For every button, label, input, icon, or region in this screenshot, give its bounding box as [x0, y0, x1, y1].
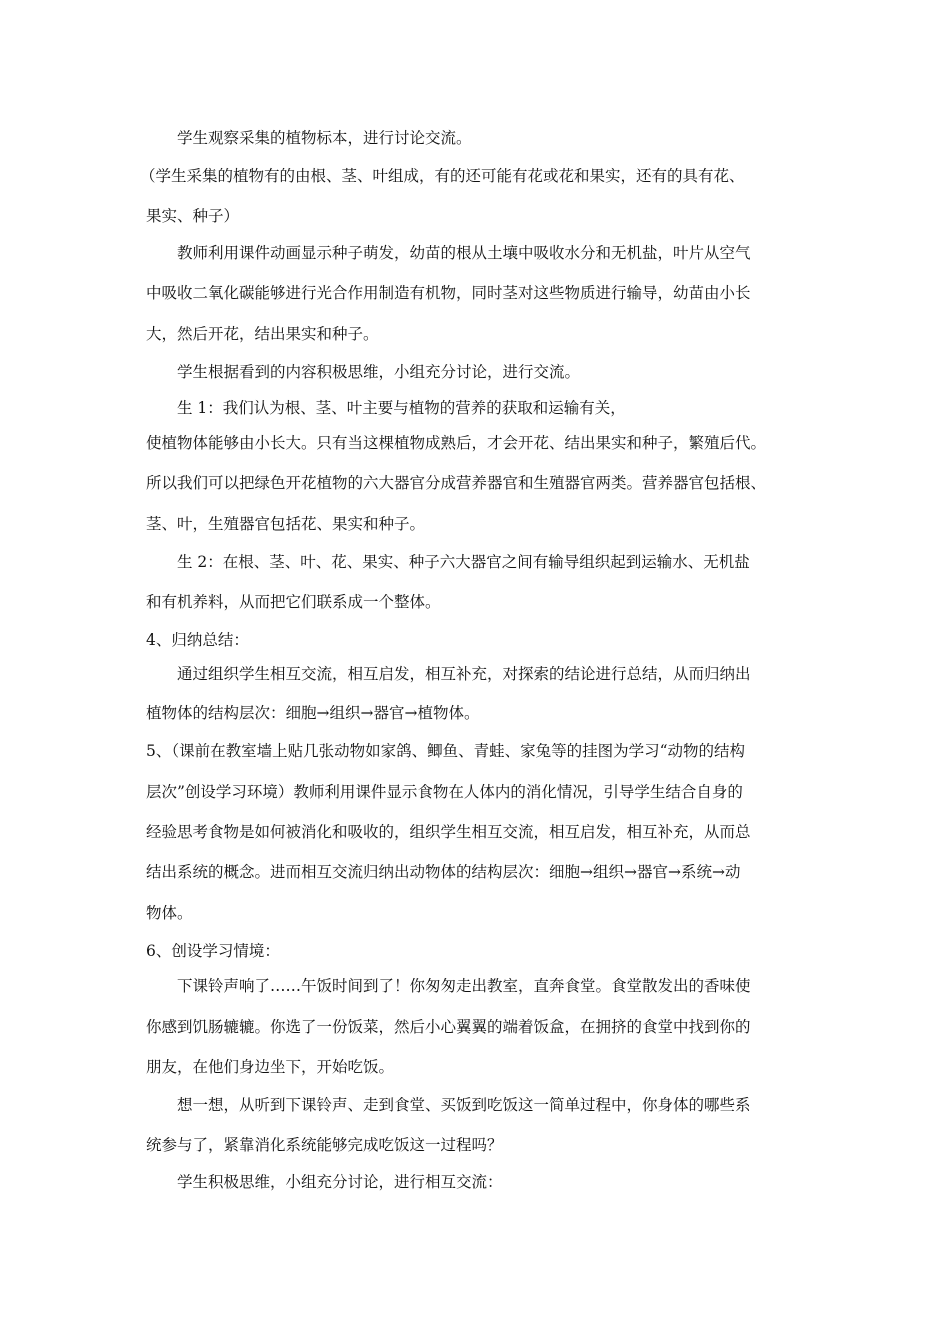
paragraph-line: 统参与了，紧靠消化系统能够完成吃饭这一过程吗？: [146, 1136, 503, 1154]
paragraph-line: 想一想，从听到下课铃声、走到食堂、买饭到吃饭这一简单过程中，你身体的哪些系: [177, 1096, 751, 1114]
paragraph-line: 果实、种子）: [146, 207, 240, 225]
paragraph-line: 5、（课前在教室墙上贴几张动物如家鸽、鲫鱼、青蛙、家兔等的挂图为学习“动物的结构: [146, 742, 746, 760]
paragraph-line: 使植物体能够由小长大。只有当这棵植物成熟后，才会开花、结出果实和种子，繁殖后代。: [146, 434, 767, 452]
paragraph-line: 下课铃声响了……午饭时间到了！你匆匆走出教室，直奔食堂。食堂散发出的香味使: [177, 977, 751, 995]
paragraph-line: 经验思考食物是如何被消化和吸收的，组织学生相互交流，相互启发，相互补充，从而总: [146, 823, 751, 841]
paragraph-line: 生 2：在根、茎、叶、花、果实、种子六大器官之间有输导组织起到运输水、无机盐: [177, 553, 750, 571]
paragraph-line: 你感到饥肠辘辘。你选了一份饭菜，然后小心翼翼的端着饭盒，在拥挤的食堂中找到你的: [146, 1018, 751, 1036]
section-heading: 6、创设学习情境：: [146, 942, 280, 960]
paragraph-line: 生 1：我们认为根、茎、叶主要与植物的营养的获取和运输有关，: [177, 399, 626, 417]
paragraph-line: 层次”创设学习环境）教师利用课件显示食物在人体内的消化情况，引导学生结合自身的: [146, 783, 743, 801]
paragraph-line: 植物体的结构层次：细胞→组织→器官→植物体。: [146, 704, 480, 722]
paragraph-line: 茎、叶，生殖器官包括花、果实和种子。: [146, 515, 426, 533]
paragraph-line: 通过组织学生相互交流，相互启发，相互补充，对探索的结论进行总结，从而归纳出: [177, 665, 751, 683]
section-heading: 4、归纳总结：: [146, 631, 249, 649]
paragraph-line: 教师利用课件动画显示种子萌发，幼苗的根从土壤中吸收水分和无机盐，叶片从空气: [177, 244, 751, 262]
paragraph-line: （学生采集的植物有的由根、茎、叶组成，有的还可能有花或花和果实，还有的具有花、: [140, 167, 745, 185]
paragraph-line: 和有机养料，从而把它们联系成一个整体。: [146, 593, 441, 611]
paragraph-line: 朋友，在他们身边坐下，开始吃饭。: [146, 1058, 395, 1076]
paragraph-line: 学生根据看到的内容积极思维，小组充分讨论，进行交流。: [177, 363, 581, 381]
paragraph-line: 所以我们可以把绿色开花植物的六大器官分成营养器官和生殖器官两类。营养器官包括根、: [146, 474, 767, 492]
paragraph-line: 物体。: [146, 904, 193, 922]
paragraph-line: 中吸收二氧化碳能够进行光合作用制造有机物，同时茎对这些物质进行输导，幼苗由小长: [146, 284, 751, 302]
paragraph-line: 学生积极思维，小组充分讨论，进行相互交流：: [177, 1173, 503, 1191]
paragraph-line: 大，然后开花，结出果实和种子。: [146, 325, 379, 343]
paragraph-line: 结出系统的概念。进而相互交流归纳出动物体的结构层次：细胞→组织→器官→系统→动: [146, 863, 741, 881]
paragraph-line: 学生观察采集的植物标本，进行讨论交流。: [177, 129, 472, 147]
